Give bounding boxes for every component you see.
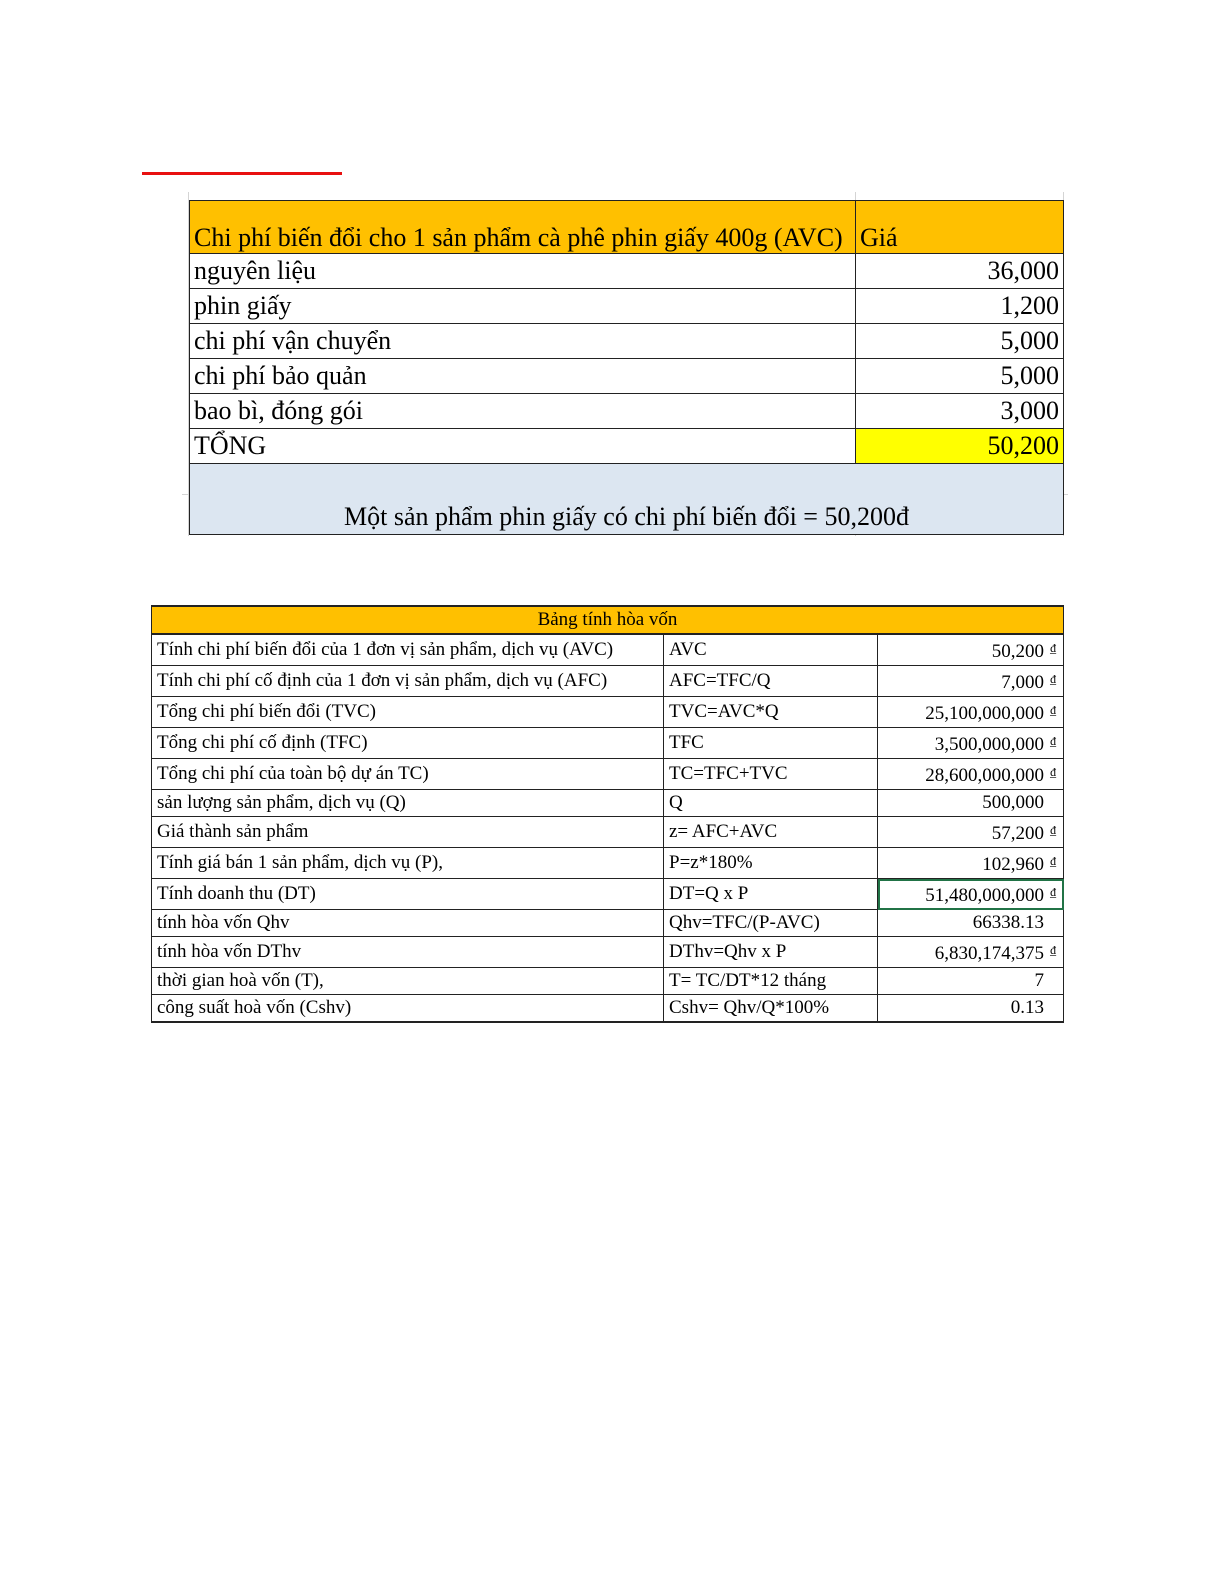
breakeven-title-row bbox=[152, 606, 1064, 634]
breakeven-value: 7,000 bbox=[1001, 672, 1045, 693]
variable-cost-header-row bbox=[190, 201, 1064, 254]
cost-label-cell[interactable]: phin giấy bbox=[190, 289, 856, 324]
breakeven-formula-cell[interactable]: AVC bbox=[664, 634, 878, 666]
breakeven-label-cell[interactable]: Tính doanh thu (DT) bbox=[152, 879, 664, 910]
breakeven-label-cell[interactable]: thời gian hoà vốn (T), bbox=[152, 968, 664, 995]
breakeven-value: 66338.13 bbox=[972, 912, 1045, 933]
currency-symbol: ₫ bbox=[1050, 641, 1057, 655]
table-row bbox=[190, 254, 1064, 289]
breakeven-value-cell[interactable] bbox=[878, 848, 1064, 879]
breakeven-label-cell[interactable]: tính hòa vốn Qhv bbox=[152, 910, 664, 937]
currency-symbol: ₫ bbox=[1050, 703, 1057, 717]
total-label-cell[interactable]: TỔNG bbox=[190, 429, 856, 464]
breakeven-value-cell[interactable] bbox=[878, 666, 1064, 697]
table-row bbox=[190, 324, 1064, 359]
cost-label-cell[interactable]: chi phí vận chuyển bbox=[190, 324, 856, 359]
breakeven-value-cell[interactable] bbox=[878, 790, 1064, 817]
breakeven-value: 3,500,000,000 bbox=[934, 734, 1045, 755]
breakeven-label-cell[interactable]: Tính chi phí biến đổi của 1 đơn vị sản phẩm, dịch vụ (AVC) bbox=[152, 634, 664, 666]
table-row bbox=[152, 697, 1064, 728]
table-row bbox=[152, 666, 1064, 697]
breakeven-value-cell[interactable] bbox=[878, 728, 1064, 759]
breakeven-value: 28,600,000,000 bbox=[925, 765, 1045, 786]
breakeven-value: 6,830,174,375 bbox=[934, 943, 1045, 964]
breakeven-label-cell[interactable]: tính hòa vốn DThv bbox=[152, 937, 664, 968]
breakeven-formula-cell[interactable]: AFC=TFC/Q bbox=[664, 666, 878, 697]
cost-value-cell[interactable]: 3,000 bbox=[856, 394, 1064, 429]
table-row bbox=[190, 359, 1064, 394]
breakeven-value-cell[interactable] bbox=[878, 910, 1064, 937]
cost-label-cell[interactable]: bao bì, đóng gói bbox=[190, 394, 856, 429]
table-row bbox=[152, 968, 1064, 995]
cost-label-cell[interactable]: nguyên liệu bbox=[190, 254, 856, 289]
breakeven-formula-cell[interactable]: T= TC/DT*12 tháng bbox=[664, 968, 878, 995]
table-row bbox=[152, 634, 1064, 666]
header-price-cell[interactable]: Giá bbox=[856, 201, 1064, 254]
table-row bbox=[152, 728, 1064, 759]
breakeven-value: 50,200 bbox=[991, 641, 1045, 662]
table-row bbox=[152, 910, 1064, 937]
breakeven-value: 25,100,000,000 bbox=[925, 703, 1045, 724]
table-row bbox=[190, 394, 1064, 429]
currency-symbol: ₫ bbox=[1050, 765, 1057, 779]
breakeven-title-cell[interactable]: Bảng tính hòa vốn bbox=[152, 606, 1064, 634]
breakeven-value-cell[interactable] bbox=[878, 817, 1064, 848]
breakeven-value-cell[interactable] bbox=[878, 634, 1064, 666]
table-row bbox=[152, 937, 1064, 968]
note-row bbox=[190, 464, 1064, 535]
breakeven-label-cell[interactable]: Tổng chi phí của toàn bộ dự án TC) bbox=[152, 759, 664, 790]
cost-value-cell[interactable]: 5,000 bbox=[856, 359, 1064, 394]
breakeven-formula-cell[interactable]: TFC bbox=[664, 728, 878, 759]
breakeven-formula-cell[interactable]: Q bbox=[664, 790, 878, 817]
breakeven-value: 7 bbox=[1034, 970, 1045, 991]
breakeven-table bbox=[151, 605, 1064, 1023]
breakeven-formula-cell[interactable]: TVC=AVC*Q bbox=[664, 697, 878, 728]
currency-symbol: ₫ bbox=[1050, 885, 1057, 899]
breakeven-value: 51,480,000,000 bbox=[925, 885, 1045, 906]
breakeven-value-cell[interactable] bbox=[878, 995, 1064, 1023]
variable-cost-table bbox=[189, 200, 1064, 535]
breakeven-formula-cell[interactable]: TC=TFC+TVC bbox=[664, 759, 878, 790]
red-underline-decoration bbox=[142, 172, 342, 175]
breakeven-formula-cell[interactable]: Qhv=TFC/(P-AVC) bbox=[664, 910, 878, 937]
breakeven-value: 500,000 bbox=[982, 792, 1045, 813]
table-row bbox=[152, 879, 1064, 910]
currency-symbol: ₫ bbox=[1050, 672, 1057, 686]
currency-symbol: ₫ bbox=[1050, 823, 1057, 837]
breakeven-label-cell[interactable]: Giá thành sản phẩm bbox=[152, 817, 664, 848]
currency-symbol: ₫ bbox=[1050, 943, 1057, 957]
breakeven-value-cell[interactable] bbox=[878, 759, 1064, 790]
table-row bbox=[152, 817, 1064, 848]
currency-symbol: ₫ bbox=[1050, 854, 1057, 868]
header-label-cell[interactable]: Chi phí biến đổi cho 1 sản phẩm cà phê phin giấy 400g (AVC) bbox=[190, 201, 856, 254]
total-row bbox=[190, 429, 1064, 464]
breakeven-label-cell[interactable]: công suất hoà vốn (Cshv) bbox=[152, 995, 664, 1023]
table-row bbox=[152, 995, 1064, 1023]
breakeven-value-cell[interactable] bbox=[878, 879, 1064, 910]
cost-label-cell[interactable]: chi phí bảo quản bbox=[190, 359, 856, 394]
breakeven-value-cell[interactable] bbox=[878, 697, 1064, 728]
breakeven-formula-cell[interactable]: Cshv= Qhv/Q*100% bbox=[664, 995, 878, 1023]
breakeven-value: 57,200 bbox=[991, 823, 1045, 844]
total-value-cell[interactable]: 50,200 bbox=[856, 429, 1064, 464]
cost-value-cell[interactable]: 1,200 bbox=[856, 289, 1064, 324]
breakeven-formula-cell[interactable]: DThv=Qhv x P bbox=[664, 937, 878, 968]
breakeven-label-cell[interactable]: Tổng chi phí cố định (TFC) bbox=[152, 728, 664, 759]
cost-value-cell[interactable]: 36,000 bbox=[856, 254, 1064, 289]
cost-value-cell[interactable]: 5,000 bbox=[856, 324, 1064, 359]
breakeven-value: 0.13 bbox=[1010, 997, 1045, 1018]
breakeven-value-cell[interactable] bbox=[878, 937, 1064, 968]
breakeven-formula-cell[interactable]: DT=Q x P bbox=[664, 879, 878, 910]
breakeven-formula-cell[interactable]: z= AFC+AVC bbox=[664, 817, 878, 848]
table-row bbox=[152, 790, 1064, 817]
table-row bbox=[190, 289, 1064, 324]
breakeven-value: 102,960 bbox=[982, 854, 1045, 875]
table-row bbox=[152, 759, 1064, 790]
breakeven-formula-cell[interactable]: P=z*180% bbox=[664, 848, 878, 879]
breakeven-label-cell[interactable]: Tính giá bán 1 sản phẩm, dịch vụ (P), bbox=[152, 848, 664, 879]
breakeven-label-cell[interactable]: Tổng chi phí biến đổi (TVC) bbox=[152, 697, 664, 728]
breakeven-label-cell[interactable]: sản lượng sản phẩm, dịch vụ (Q) bbox=[152, 790, 664, 817]
note-cell[interactable]: Một sản phẩm phin giấy có chi phí biến đổi = 50,200đ bbox=[190, 464, 1064, 535]
breakeven-label-cell[interactable]: Tính chi phí cố định của 1 đơn vị sản phẩm, dịch vụ (AFC) bbox=[152, 666, 664, 697]
table-row bbox=[152, 848, 1064, 879]
breakeven-value-cell[interactable] bbox=[878, 968, 1064, 995]
currency-symbol: ₫ bbox=[1050, 734, 1057, 748]
